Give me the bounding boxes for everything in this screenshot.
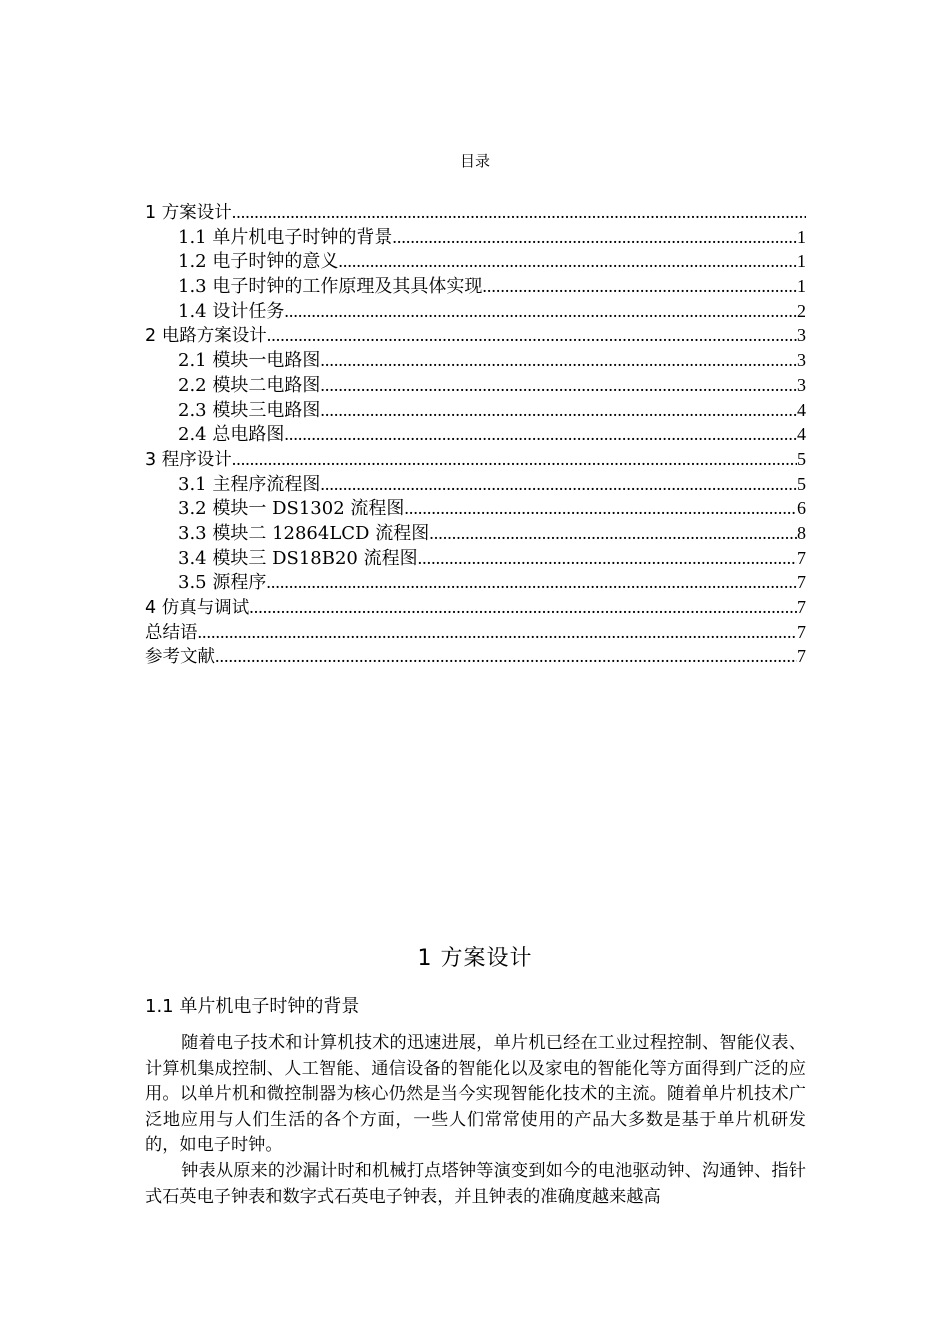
toc-entry-title: 1.1 单片机电子时钟的背景 xyxy=(178,226,393,248)
toc-entry[interactable] xyxy=(145,348,806,373)
toc-entry[interactable] xyxy=(145,422,806,447)
toc-entry[interactable] xyxy=(145,620,806,645)
toc-entry-page: 1 xyxy=(797,226,806,247)
table-of-contents xyxy=(145,200,806,669)
toc-entry-page: 8 xyxy=(797,522,806,543)
toc-entry-page: 4 xyxy=(797,424,806,445)
toc-leader-dots xyxy=(320,472,797,497)
toc-entry-page: 3 xyxy=(797,325,806,346)
toc-leader-dots xyxy=(249,595,797,620)
toc-leader-dots xyxy=(392,225,797,250)
toc-entry[interactable] xyxy=(145,447,806,472)
toc-entry-page: 1 xyxy=(797,276,806,297)
toc-leader-dots xyxy=(404,496,797,521)
toc-leader-dots xyxy=(284,422,797,447)
toc-entry-title: 2.4 总电路图 xyxy=(178,424,285,446)
toc-entry[interactable] xyxy=(145,249,806,274)
toc-leader-dots xyxy=(198,620,798,645)
toc-entry-page: 2 xyxy=(797,300,806,321)
toc-title: 目录 xyxy=(459,152,490,170)
toc-entry-page: 7 xyxy=(797,621,806,642)
toc-entry-title: 3 程序设计 xyxy=(145,449,232,470)
toc-entry[interactable] xyxy=(145,274,806,299)
body-paragraph: 随着电子技术和计算机技术的迅速进展，单片机已经在工业过程控制、智能仪表、计算机集成控制、人工智能、通信设备的智能化以及家电的智能化等方面得到广泛的应用。以单片机和微控制器为核心仍然是当今实现智能化技术的主流。随着单片机技术广泛地应用与人们生活的各个方面，一些人们常常使用的产品大多数是基于单片机研发的，如电子时钟。 xyxy=(145,1033,806,1156)
toc-entry[interactable] xyxy=(145,398,806,423)
toc-entry[interactable] xyxy=(145,225,806,250)
chapter-title: 1 方案设计 xyxy=(417,946,533,971)
toc-entry-page: 4 xyxy=(797,399,806,420)
toc-entry[interactable] xyxy=(145,496,806,521)
toc-entry-page: 7 xyxy=(797,547,806,568)
toc-entry-title: 2.1 模块一电路图 xyxy=(178,350,321,372)
toc-entry-page: 7 xyxy=(797,572,806,593)
toc-leader-dots xyxy=(338,249,797,274)
toc-entry[interactable] xyxy=(145,546,806,571)
toc-leader-dots xyxy=(429,521,797,546)
toc-entry-page: 1 xyxy=(797,251,806,272)
toc-entry[interactable] xyxy=(145,373,806,398)
toc-leader-dots xyxy=(320,398,797,423)
toc-entry[interactable] xyxy=(145,595,806,620)
toc-leader-dots xyxy=(232,447,797,472)
toc-entry-title: 4 仿真与调试 xyxy=(145,598,250,618)
toc-entry-title: 3.2 模块一 DS1302 流程图 xyxy=(178,498,405,520)
section-title: 1.1 单片机电子时钟的背景 xyxy=(145,996,360,1017)
toc-entry[interactable] xyxy=(145,570,806,595)
toc-leader-dots xyxy=(320,373,797,398)
toc-entry-title: 3.1 主程序流程图 xyxy=(178,473,321,495)
toc-entry-page: 5 xyxy=(797,448,806,469)
toc-leader-dots xyxy=(418,546,797,571)
toc-entry-title: 总结语 xyxy=(145,622,198,643)
toc-entry-title: 1.4 设计任务 xyxy=(178,300,285,322)
toc-entry[interactable] xyxy=(145,200,806,225)
toc-entry-page: 6 xyxy=(797,498,806,519)
toc-entry-title: 1.3 电子时钟的工作原理及其具体实现 xyxy=(178,276,483,298)
toc-entry[interactable] xyxy=(145,521,806,546)
toc-entry[interactable] xyxy=(145,323,806,348)
toc-entry-page: 5 xyxy=(797,473,806,494)
toc-entry-title: 2.3 模块三电路图 xyxy=(178,399,321,421)
toc-entry-title: 1.2 电子时钟的意义 xyxy=(178,251,339,273)
toc-entry-page: 3 xyxy=(797,350,806,371)
toc-leader-dots xyxy=(482,274,797,299)
toc-leader-dots xyxy=(215,644,797,669)
toc-entry-page: 7 xyxy=(797,646,806,667)
toc-entry-title: 3.4 模块三 DS18B20 流程图 xyxy=(178,547,418,569)
section-body xyxy=(145,1031,806,1210)
toc-entry-page: 7 xyxy=(797,597,806,617)
toc-entry[interactable] xyxy=(145,644,806,669)
toc-leader-dots xyxy=(320,348,797,373)
toc-entry-title: 3.3 模块二 12864LCD 流程图 xyxy=(178,522,430,544)
toc-entry-title: 参考文献 xyxy=(145,647,215,668)
toc-leader-dots xyxy=(266,570,797,595)
toc-entry-title: 2.2 模块二电路图 xyxy=(178,374,321,396)
toc-entry-title: 3.5 源程序 xyxy=(178,572,267,594)
toc-leader-dots xyxy=(267,323,797,348)
toc-entry[interactable] xyxy=(145,299,806,324)
toc-leader-dots xyxy=(284,299,797,324)
body-paragraph: 钟表从原来的沙漏计时和机械打点塔钟等演变到如今的电池驱动钟、沟通钟、指针式石英电子钟表和数字式石英电子钟表，并且钟表的准确度越来越高 xyxy=(145,1160,806,1207)
toc-entry-title: 2 电路方案设计 xyxy=(145,326,267,347)
toc-entry[interactable] xyxy=(145,472,806,497)
toc-entry-page: 3 xyxy=(797,374,806,395)
toc-entry-title: 1 方案设计 xyxy=(145,203,232,223)
toc-leader-dots xyxy=(232,200,806,225)
